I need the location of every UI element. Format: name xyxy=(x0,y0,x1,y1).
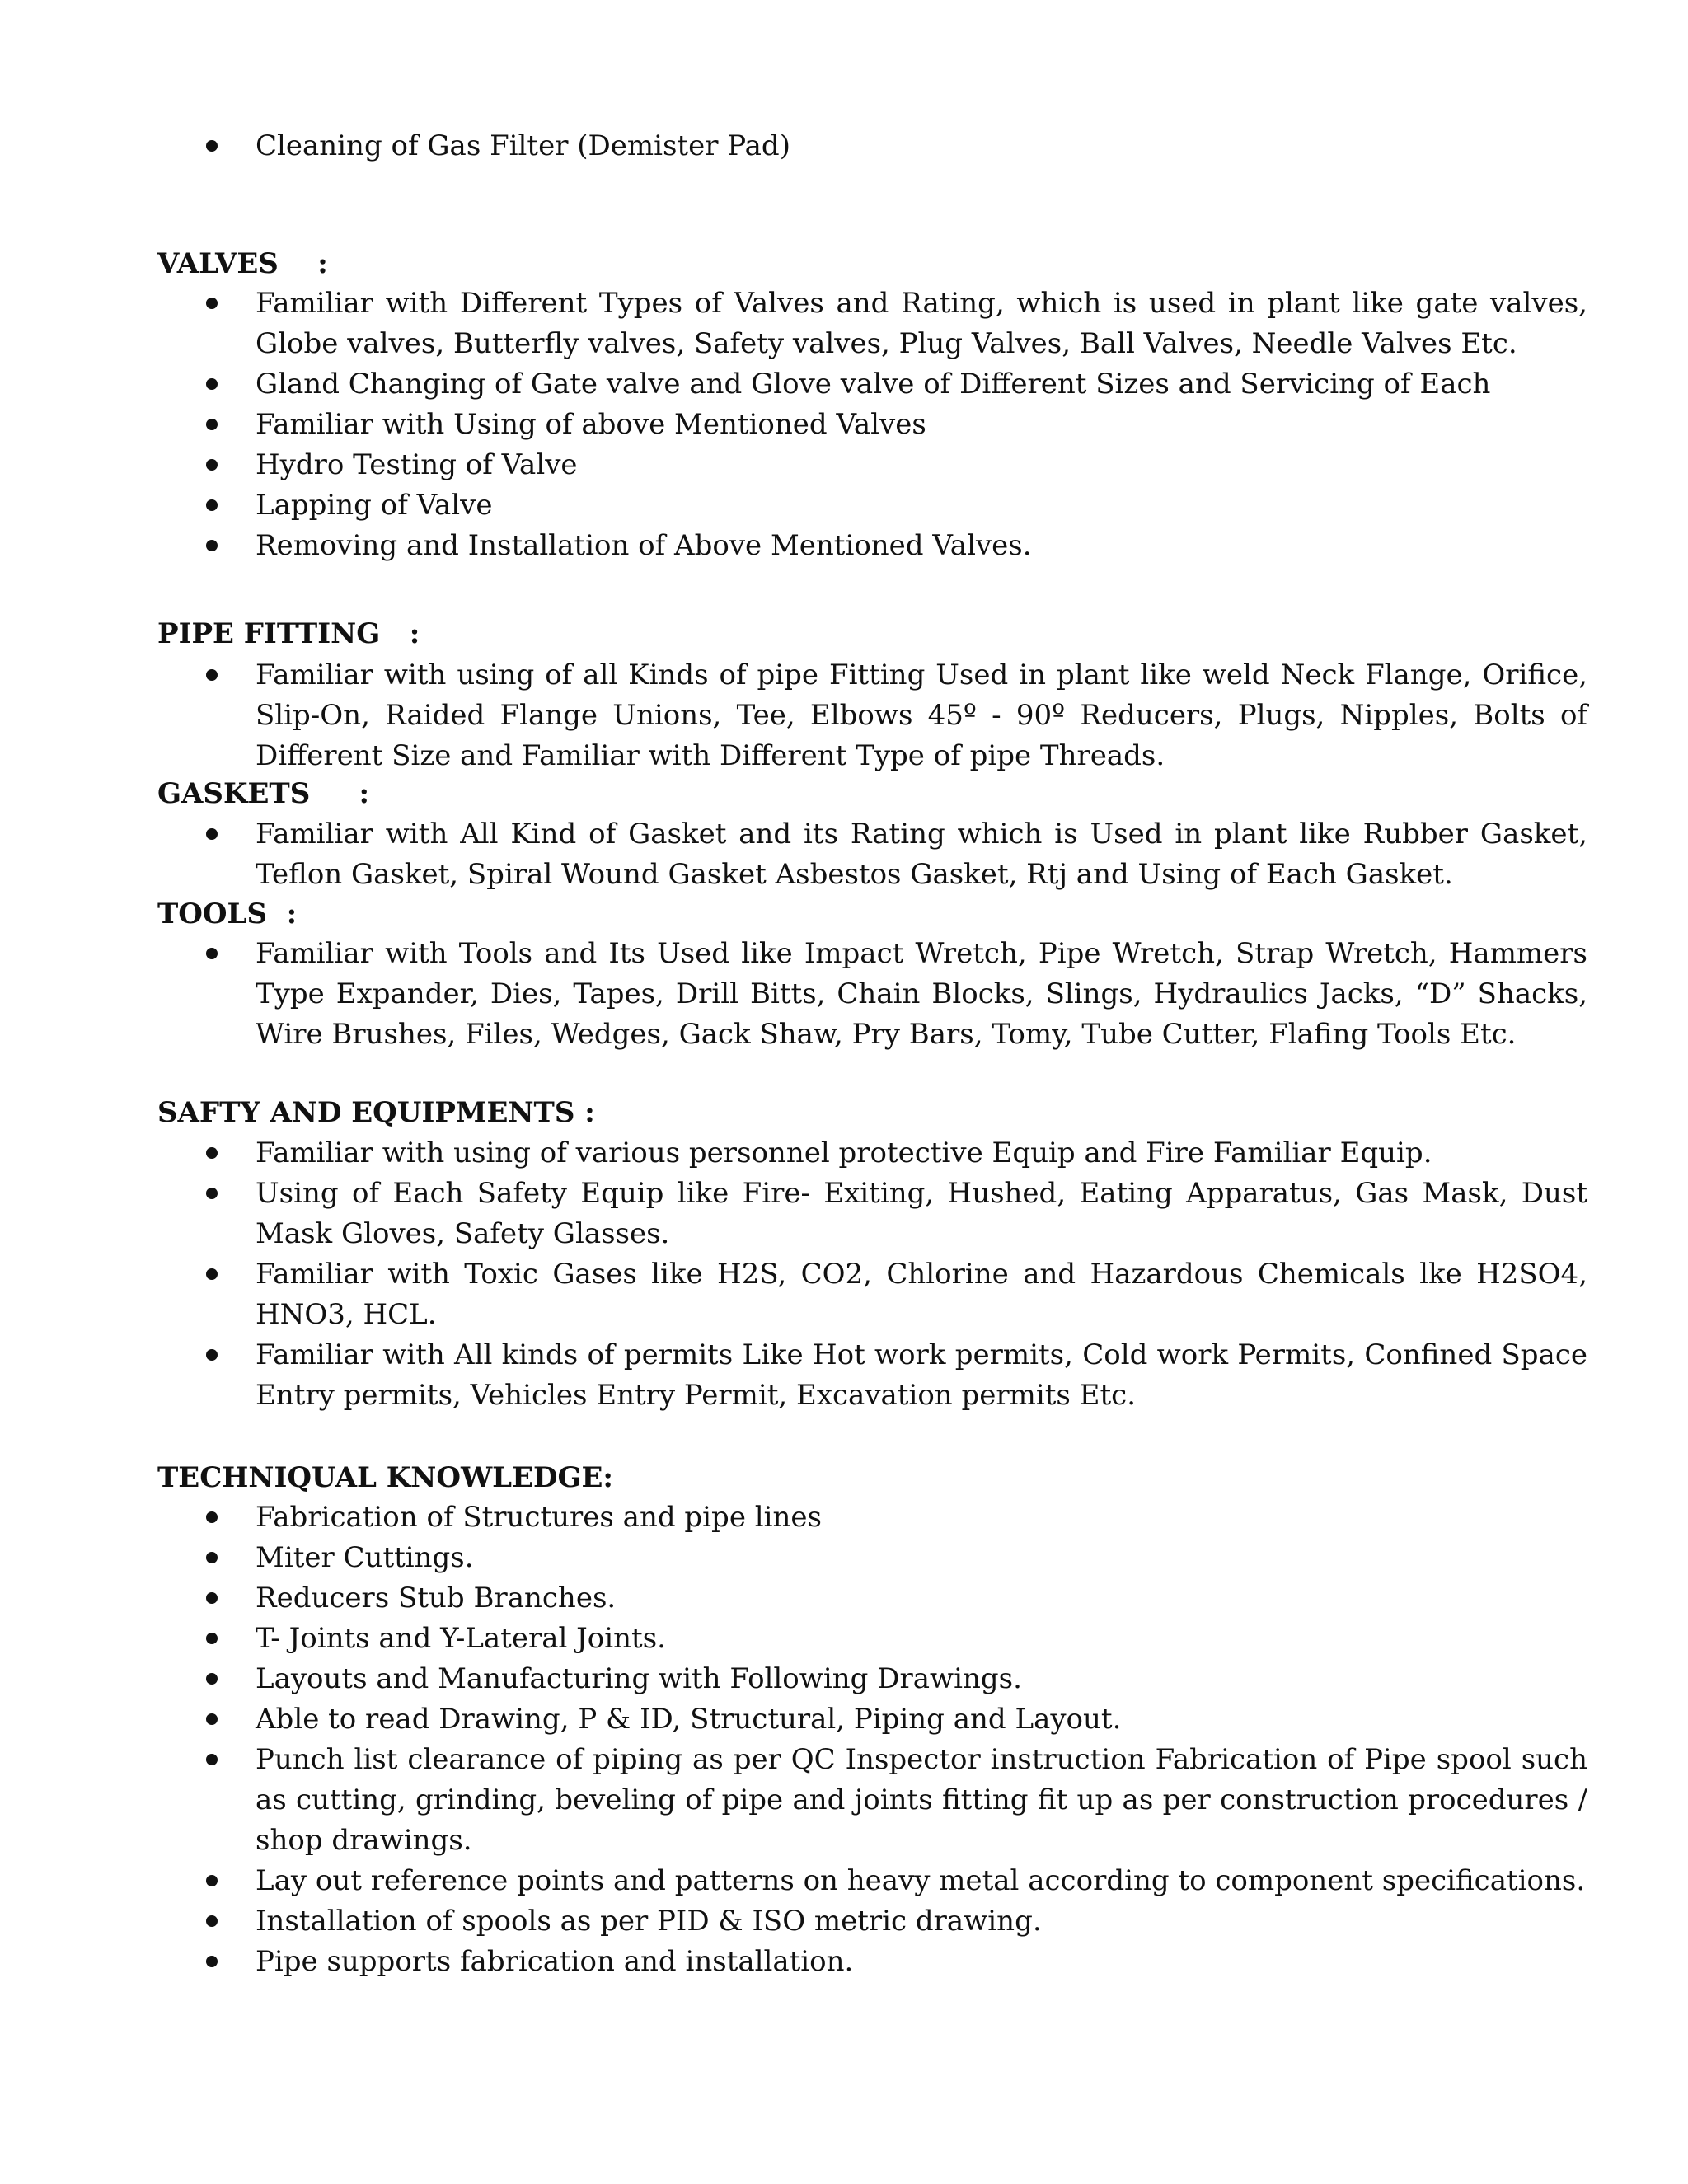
list-item xyxy=(0,1254,1688,1335)
list-item xyxy=(0,934,1688,1055)
list-item xyxy=(0,126,1688,166)
list-item-text: Punch list clearance of piping as per QC Inspector instruction Fabrication of Pipe spool such as cutting, grinding, beveling of pipe and joints fitting fit up as per construction procedures / shop drawings. xyxy=(256,1743,1587,1857)
bullet-icon xyxy=(206,1713,218,1725)
list-item-text: Lapping of Valve xyxy=(256,489,493,522)
bullet-icon xyxy=(206,1511,218,1523)
list-item xyxy=(0,1619,1688,1659)
intro-list xyxy=(0,126,1688,166)
list-item xyxy=(0,364,1688,405)
bullet-icon xyxy=(206,1956,218,1967)
list-item-text: Cleaning of Gas Filter (Demister Pad) xyxy=(256,129,790,162)
list-item xyxy=(0,405,1688,445)
bullet-icon xyxy=(206,1754,218,1765)
bullet-icon xyxy=(206,298,218,309)
list-item-text: Familiar with Different Types of Valves and Rating, which is used in plant like gate valves, Globe valves, Butterfly valves, Safety valves, Plug Valves, Ball Valves, Needle Valves Etc. xyxy=(256,287,1587,360)
list-item xyxy=(0,1578,1688,1619)
list-item-text: Hydro Testing of Valve xyxy=(256,448,578,481)
list-item xyxy=(0,1133,1688,1174)
list-item-text: Familiar with Toxic Gases like H2S, CO2, Chlorine and Hazardous Chemicals lke H2SO4, HNO3, HCL. xyxy=(256,1258,1587,1331)
list-item-text: Reducers Stub Branches. xyxy=(256,1582,617,1615)
list-item-text: Familiar with Using of above Mentioned Valves xyxy=(256,408,926,441)
list-item-text: Gland Changing of Gate valve and Glove valve of Different Sizes and Servicing of Each xyxy=(256,368,1491,401)
list-item-text: Pipe supports fabrication and installation. xyxy=(256,1945,854,1978)
list-item xyxy=(0,1659,1688,1699)
list-item xyxy=(0,284,1688,364)
bullet-icon xyxy=(206,140,218,152)
bullet-icon xyxy=(206,948,218,959)
tools-heading: TOOLS : xyxy=(157,898,298,930)
list-item xyxy=(0,445,1688,485)
technical-heading: TECHNIQUAL KNOWLEDGE: xyxy=(157,1461,613,1494)
list-item-text: Familiar with Tools and Its Used like Impact Wretch, Pipe Wretch, Strap Wretch, Hammers Type Expander, Dies, Tapes, Drill Bitts, Chain Blocks, Slings, Hydraulics Jacks, “D” Shacks, Wire Brushes, Files, Wedges, Gack Shaw, Pry Bars, Tomy, Tube Cutter, Flafing Tools Etc. xyxy=(256,937,1587,1051)
list-item xyxy=(0,1740,1688,1861)
list-item xyxy=(0,526,1688,566)
bullet-icon xyxy=(206,669,218,681)
bullet-icon xyxy=(206,540,218,551)
gaskets-heading: GASKETS : xyxy=(157,777,370,810)
bullet-icon xyxy=(206,828,218,840)
bullet-icon xyxy=(206,378,218,390)
pipe-fitting-heading: PIPE FITTING : xyxy=(157,617,420,650)
list-item-text: T- Joints and Y-Lateral Joints. xyxy=(256,1622,666,1655)
list-item xyxy=(0,1901,1688,1942)
list-item-text: Lay out reference points and patterns on heavy metal according to component specifications. xyxy=(256,1864,1586,1897)
bullet-icon xyxy=(206,1875,218,1886)
bullet-icon xyxy=(206,1552,218,1563)
list-item xyxy=(0,814,1688,895)
bullet-icon xyxy=(206,1915,218,1927)
bullet-icon xyxy=(206,1268,218,1280)
safety-list xyxy=(0,1133,1688,1416)
valves-list xyxy=(0,284,1688,566)
list-item-text: Familiar with All Kind of Gasket and its Rating which is Used in plant like Rubber Gasket, Teflon Gasket, Spiral Wound Gasket Asbestos Gasket, Rtj and Using of Each Gasket. xyxy=(256,818,1587,891)
list-item xyxy=(0,1699,1688,1740)
technical-list xyxy=(0,1497,1688,1982)
list-item-text: Able to read Drawing, P & ID, Structural, Piping and Layout. xyxy=(256,1703,1122,1736)
list-item-text: Familiar with All kinds of permits Like Hot work permits, Cold work Permits, Confined Space Entry permits, Vehicles Entry Permit, Excavation permits Etc. xyxy=(256,1338,1587,1412)
valves-heading: VALVES : xyxy=(157,247,328,280)
bullet-icon xyxy=(206,499,218,511)
list-item xyxy=(0,655,1688,776)
list-item-text: Layouts and Manufacturing with Following Drawings. xyxy=(256,1662,1022,1695)
tools-list xyxy=(0,934,1688,1055)
list-item xyxy=(0,1538,1688,1578)
list-item-text: Installation of spools as per PID & ISO metric drawing. xyxy=(256,1905,1042,1938)
list-item-text: Familiar with using of various personnel protective Equip and Fire Familiar Equip. xyxy=(256,1137,1432,1169)
list-item-text: Using of Each Safety Equip like Fire- Exiting, Hushed, Eating Apparatus, Gas Mask, Dust Mask Gloves, Safety Glasses. xyxy=(256,1177,1587,1250)
list-item xyxy=(0,1335,1688,1416)
bullet-icon xyxy=(206,1349,218,1361)
bullet-icon xyxy=(206,1633,218,1644)
list-item xyxy=(0,1174,1688,1254)
bullet-icon xyxy=(206,419,218,430)
list-item xyxy=(0,1942,1688,1982)
list-item xyxy=(0,1861,1688,1901)
list-item-text: Familiar with using of all Kinds of pipe Fitting Used in plant like weld Neck Flange, Orifice, Slip-On, Raided Flange Unions, Tee, Elbows 45º - 90º Reducers, Plugs, Nipples, Bolts of Different Size and Familiar with Different Type of pipe Threads. xyxy=(256,658,1587,772)
bullet-icon xyxy=(206,1673,218,1685)
bullet-icon xyxy=(206,1147,218,1159)
list-item xyxy=(0,485,1688,526)
pipe-fitting-list xyxy=(0,655,1688,776)
safety-heading: SAFTY AND EQUIPMENTS : xyxy=(157,1096,595,1129)
list-item-text: Miter Cuttings. xyxy=(256,1541,474,1574)
list-item xyxy=(0,1497,1688,1538)
bullet-icon xyxy=(206,459,218,471)
list-item-text: Removing and Installation of Above Mentioned Valves. xyxy=(256,529,1032,562)
list-item-text: Fabrication of Structures and pipe lines xyxy=(256,1501,822,1534)
gaskets-list xyxy=(0,814,1688,895)
bullet-icon xyxy=(206,1592,218,1604)
bullet-icon xyxy=(206,1188,218,1199)
